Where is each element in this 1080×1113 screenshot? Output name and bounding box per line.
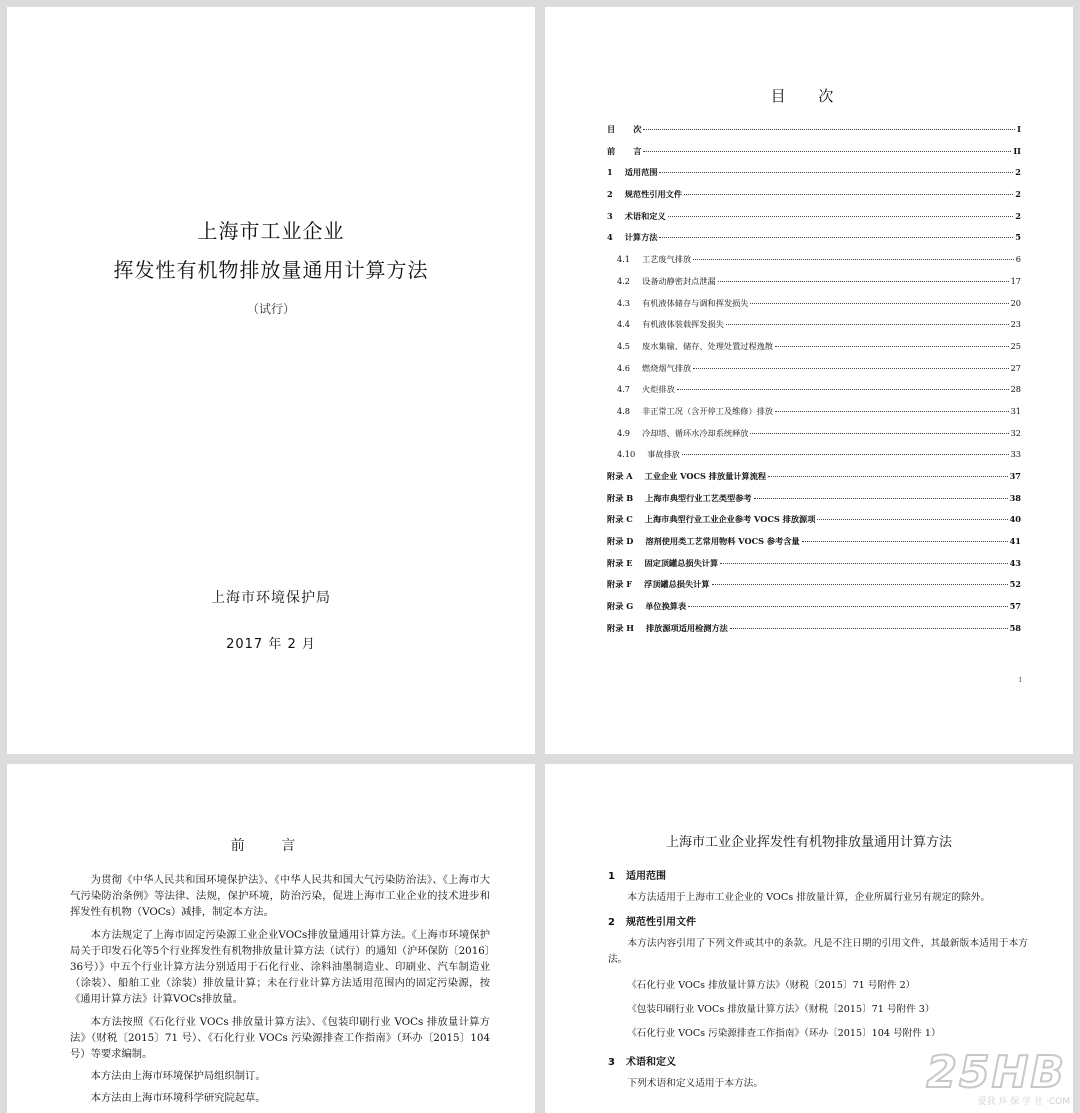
toc-entry[interactable] (607, 298, 1021, 320)
toc-entry-page: 2 (1015, 189, 1021, 200)
toc-entry-number: 4.2 (617, 275, 631, 286)
toc-dot-leader (688, 606, 1007, 607)
toc-entry-number: 3 (607, 210, 613, 221)
toc-dot-leader (712, 584, 1008, 585)
cover-date: 2017 年 2 月 (226, 637, 316, 652)
document-title: 上海市工业企业挥发性有机物排放量通用计算方法 (665, 835, 952, 850)
reference-item: 《包装印刷行业 VOCs 排放量计算方法》（财税〔2015〕71 号附件 3） (627, 1004, 935, 1015)
toc-entry-number: 4.8 (617, 405, 631, 416)
toc-entry-page: 38 (1009, 492, 1021, 503)
toc-entry[interactable] (607, 384, 1021, 406)
toc-entry[interactable] (607, 341, 1021, 363)
toc-entry-page: 27 (1010, 362, 1021, 373)
section-title: 规范性引用文件 (626, 917, 696, 928)
toc-entry-title: 火炬排放 (642, 384, 675, 395)
preface-heading: 前 言 (230, 838, 312, 854)
toc-dot-leader (730, 628, 1008, 629)
section-title: 术语和定义 (626, 1057, 676, 1068)
preface-paragraph: 本方法规定了上海市固定污染源工业企业VOCs排放量通用计算方法。《上海市环境保护局关于印发石化等5个行业挥发性有机物排放量计算方法（试行）的通知（沪环保防〔2016〕36号）》中五个行业计算方法分别适用于石化行业、涂料油墨制造业、印刷业、汽车制造业（涂装）、船舶工业（涂装）排放量计算；未在行业计算方法适用范围内的固定污染源，按《通用计算方法》计算VOCs排放量。 (70, 928, 490, 1006)
toc-entry-number: 1 (607, 167, 613, 178)
toc-entry-number: 附录 E (607, 557, 633, 568)
toc-entry-title: 计算方法 (624, 232, 658, 243)
toc-dot-leader (726, 324, 1009, 325)
toc-entry-title: 有机液体储存与调和挥发损失 (642, 297, 749, 308)
toc-entry[interactable] (607, 363, 1021, 385)
toc-dot-leader (682, 454, 1009, 455)
cover-title-line2: 挥发性有机物排放量通用计算方法 (113, 258, 429, 282)
toc-dot-leader (659, 172, 1013, 173)
toc-dot-leader (754, 498, 1008, 499)
toc-entry-title: 事故排放 (647, 449, 680, 460)
toc-entry[interactable] (607, 623, 1021, 645)
section-heading-scope (608, 866, 1028, 888)
toc-dot-leader (643, 151, 1011, 152)
toc-entry-number: 前 (607, 145, 616, 156)
toc-entry[interactable] (607, 514, 1021, 536)
toc-entry-number: 4.6 (617, 362, 631, 373)
toc-entry-title: 冷却塔、循环水冷却系统释放 (642, 427, 749, 438)
toc-entry-page: 25 (1010, 340, 1021, 351)
reference-item: 《石化行业 VOCs 排放量计算方法》（财税〔2015〕71 号附件 2） (627, 980, 916, 991)
toc-entry-number: 4.5 (617, 340, 631, 351)
toc-entry-title: 术语和定义 (624, 210, 666, 221)
toc-entry[interactable] (607, 276, 1021, 298)
toc-entry[interactable] (607, 319, 1021, 341)
toc-entry-number: 目 (607, 124, 616, 134)
toc-dot-leader (768, 476, 1007, 477)
section-heading-references (608, 912, 1028, 934)
toc-entry-number: 附录 B (607, 492, 634, 503)
toc-entry-page: 52 (1009, 579, 1021, 590)
preface-page (7, 764, 535, 1113)
toc-entry[interactable] (607, 601, 1021, 623)
toc-entry-number: 附录 D (607, 536, 634, 547)
toc-entry[interactable] (607, 167, 1021, 189)
toc-entry-title: 工业企业 VOCS 排放量计算流程 (644, 471, 767, 481)
toc-entry-title: 非正常工况（含开停工及维修）排放 (642, 405, 774, 416)
toc-entry-page: 5 (1015, 232, 1021, 243)
toc-heading: 目 次 (770, 87, 848, 105)
toc-dot-leader (750, 433, 1008, 434)
toc-entry-page: 32 (1010, 427, 1021, 438)
toc-dot-leader (659, 237, 1013, 238)
toc-dot-leader (693, 368, 1008, 369)
toc-entry-number: 4.4 (617, 319, 631, 330)
toc-entry-number: 4.10 (617, 449, 636, 460)
cover-page (7, 7, 535, 754)
toc-dot-leader (802, 541, 1008, 542)
reference-item: 《石化行业 VOCs 污染源排查工作指南》（环办〔2015〕104 号附件 1） (627, 1028, 941, 1039)
toc-entry-number: 4.1 (617, 254, 631, 265)
toc-entry-title: 燃烧烟气排放 (642, 362, 692, 373)
cover-organization: 上海市环境保护局 (211, 590, 331, 606)
toc-entry-title: 溶剂使用类工艺常用物料 VOCS 参考含量 (645, 536, 800, 547)
toc-entry-page: 40 (1009, 514, 1021, 525)
toc-entry-number: 附录 G (607, 601, 634, 612)
toc-dot-leader (720, 563, 1007, 564)
toc-dot-leader (718, 281, 1009, 282)
toc-entry-page: 57 (1009, 601, 1021, 612)
toc-entry-title: 规范性引用文件 (624, 189, 683, 200)
toc-entry-title: 次 (633, 124, 642, 134)
preface-paragraph: 本方法由上海市环境保护局组织制订。 (90, 1070, 266, 1083)
toc-entry[interactable] (607, 493, 1021, 515)
reference-list (608, 974, 1028, 1046)
toc-dot-leader (668, 216, 1014, 217)
toc-entry-title: 排放源项适用检测方法 (645, 622, 728, 633)
toc-entry-page: 41 (1009, 536, 1021, 547)
toc-entry-page: 28 (1010, 384, 1021, 395)
toc-entry-page: I (1017, 124, 1021, 134)
terms-paragraph: 下列术语和定义适用于本方法。 (627, 1078, 764, 1089)
references-paragraph: 本方法内容引用了下列文件或其中的条款。凡是不注日期的引用文件，其最新版本适用于本方法。 (608, 938, 1028, 965)
toc-entry[interactable] (607, 471, 1021, 493)
toc-entry[interactable] (607, 124, 1021, 146)
toc-entry-page: II (1013, 145, 1021, 156)
toc-entry-number: 附录 H (607, 622, 634, 633)
toc-entry-page: 17 (1010, 275, 1021, 286)
toc-page (545, 7, 1073, 754)
toc-entry-number: 4.9 (617, 427, 631, 438)
toc-list (607, 124, 1021, 645)
toc-entry-title: 有机液体装载挥发损失 (642, 319, 724, 330)
toc-dot-leader (775, 346, 1009, 347)
toc-entry-number: 4.7 (617, 384, 631, 395)
preface-paragraph: 为贯彻《中华人民共和国环境保护法》、《中华人民共和国大气污染防治法》、《上海市大气污染防治条例》等法律、法规，保护环境，防治污染，促进上海市工业企业的技术进步和挥发性有机物（VOCs）减排，制定本方法。 (70, 874, 490, 919)
section-title: 适用范围 (626, 871, 666, 882)
page-folio: I (1019, 677, 1022, 684)
toc-dot-leader (775, 411, 1009, 412)
watermark-logo-text: 25HB (926, 1047, 1066, 1095)
toc-entry-number: 附录 F (607, 579, 633, 590)
toc-entry[interactable] (607, 146, 1021, 168)
toc-entry-title: 浮顶罐总损失计算 (644, 579, 710, 590)
toc-entry-title: 言 (633, 145, 642, 156)
toc-entry[interactable] (607, 428, 1021, 450)
toc-entry-number: 4.3 (617, 297, 631, 308)
scope-paragraph: 本方法适用于上海市工业企业的 VOCs 排放量计算，企业所属行业另有规定的除外。 (627, 892, 991, 903)
preface-paragraph: 本方法由上海市环境科学研究院起草。 (90, 1092, 266, 1105)
toc-entry-title: 上海市典型行业工艺类型参考 (645, 492, 752, 503)
toc-entry-number: 附录 C (607, 514, 633, 525)
toc-entry[interactable] (607, 189, 1021, 211)
cover-title-line1: 上海市工业企业 (197, 219, 345, 243)
toc-entry-page: 6 (1015, 254, 1021, 265)
toc-entry-page: 23 (1010, 319, 1021, 330)
toc-entry-number: 4 (607, 232, 613, 243)
toc-entry-page: 58 (1009, 622, 1021, 633)
toc-entry-page: 33 (1010, 449, 1021, 460)
cover-subtitle: （试行） (246, 302, 295, 316)
toc-entry-title: 上海市典型行业工业企业参考 VOCS 排放源项 (644, 514, 816, 525)
toc-entry-title: 设备动静密封点泄漏 (642, 275, 716, 286)
toc-entry-number: 2 (607, 189, 613, 200)
toc-entry-title: 废水集输、储存、处理处置过程逸散 (642, 340, 774, 351)
toc-entry-number: 附录 A (607, 471, 633, 481)
toc-entry[interactable] (607, 211, 1021, 233)
toc-entry[interactable] (607, 579, 1021, 601)
toc-entry-title: 适用范围 (624, 167, 658, 178)
toc-entry[interactable] (607, 449, 1021, 471)
section-number: 3 (608, 1057, 615, 1068)
toc-entry[interactable] (607, 558, 1021, 580)
toc-entry-page: 20 (1010, 297, 1021, 308)
toc-entry-page: 2 (1015, 167, 1021, 178)
toc-dot-leader (677, 389, 1009, 390)
toc-entry[interactable] (607, 536, 1021, 558)
section-number: 2 (608, 917, 615, 928)
preface-body (70, 872, 490, 1113)
toc-dot-leader (693, 259, 1014, 260)
toc-entry-title: 单位换算表 (645, 601, 687, 612)
toc-entry-title: 工艺废气排放 (642, 254, 692, 265)
toc-dot-leader (643, 129, 1015, 130)
watermark-logo (890, 1043, 1070, 1107)
toc-entry-page: 43 (1009, 557, 1021, 568)
toc-entry-page: 37 (1009, 471, 1021, 481)
preface-paragraph: 本方法按照《石化行业 VOCs 排放量计算方法》、《包装印刷行业 VOCs 排放量计算方法》（财税〔2015〕71 号）、《石化行业 VOCs 污染源排查工作指南》（环办〔2015〕104 号）等要求编制。 (70, 1015, 490, 1061)
toc-entry[interactable] (607, 232, 1021, 254)
toc-dot-leader (750, 303, 1008, 304)
toc-dot-leader (684, 194, 1013, 195)
toc-entry[interactable] (607, 406, 1021, 428)
toc-entry-page: 31 (1010, 405, 1021, 416)
toc-entry-title: 固定顶罐总损失计算 (644, 557, 719, 568)
toc-entry[interactable] (607, 254, 1021, 276)
toc-entry-page: 2 (1015, 210, 1021, 221)
watermark-caption: 爱我 环 保 学 社 ·COM (977, 1097, 1070, 1107)
watermark-logo-icon (890, 1043, 1070, 1095)
section-number: 1 (608, 871, 615, 882)
toc-dot-leader (817, 519, 1007, 520)
